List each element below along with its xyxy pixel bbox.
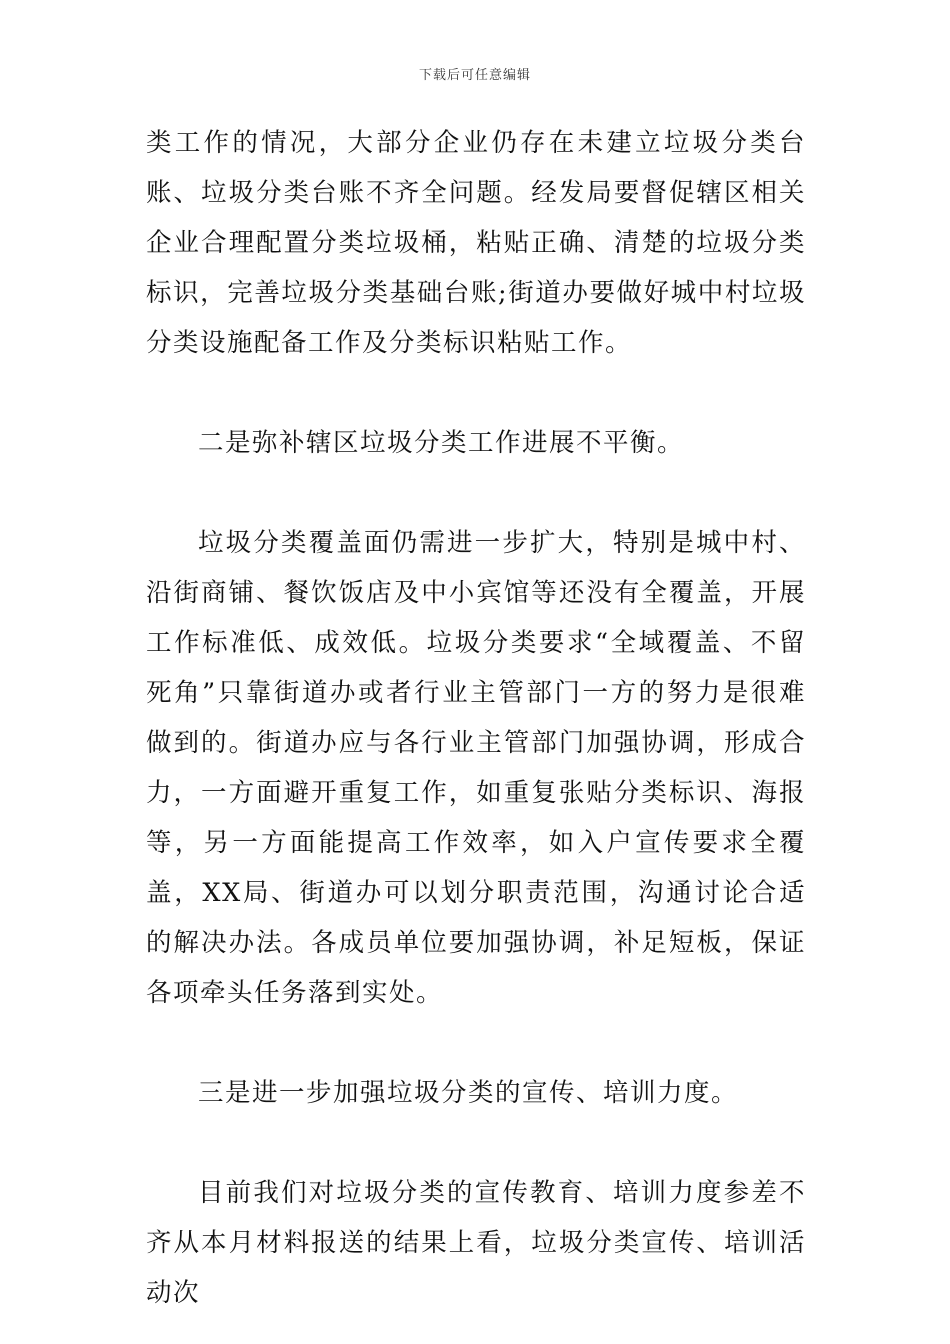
paragraph-gap xyxy=(146,1018,806,1068)
section-heading-three: 三是进一步加强垃圾分类的宣传、培训力度。 xyxy=(198,1078,739,1108)
document-body xyxy=(146,118,806,1318)
paragraph-gap xyxy=(146,468,806,518)
paragraph-gap xyxy=(146,368,806,418)
paragraph-continuation: 类工作的情况，大部分企业仍存在未建立垃圾分类台账、垃圾分类台账不齐全问题。经发局要督促辖区相关企业合理配置分类垃圾桶，粘贴正确、清楚的垃圾分类标识，完善垃圾分类基础台账;街道办要做好城中村垃圾分类设施配备工作及分类标识粘贴工作。 xyxy=(146,128,806,358)
paragraph-gap xyxy=(146,1118,806,1168)
page-header-note: 下载后可任意编辑 xyxy=(418,68,531,83)
section-heading-two: 二是弥补辖区垃圾分类工作进展不平衡。 xyxy=(198,428,685,458)
paragraph-publicity: 目前我们对垃圾分类的宣传教育、培训力度参差不齐从本月材料报送的结果上看，垃圾分类宣传、培训活动次 xyxy=(146,1178,806,1308)
paragraph-coverage: 垃圾分类覆盖面仍需进一步扩大，特别是城中村、沿街商铺、餐饮饭店及中小宾馆等还没有全覆盖，开展工作标准低、成效低。垃圾分类要求“全域覆盖、不留死角”只靠街道办或者行业主管部门一方的努力是很难做到的。街道办应与各行业主管部门加强协调，形成合力，一方面避开重复工作，如重复张贴分类标识、海报等，另一方面能提高工作效率，如入户宣传要求全覆盖，XX局、街道办可以划分职责范围，沟通讨论合适的解决办法。各成员单位要加强协调，补足短板，保证各项牵头任务落到实处。 xyxy=(146,528,806,1008)
